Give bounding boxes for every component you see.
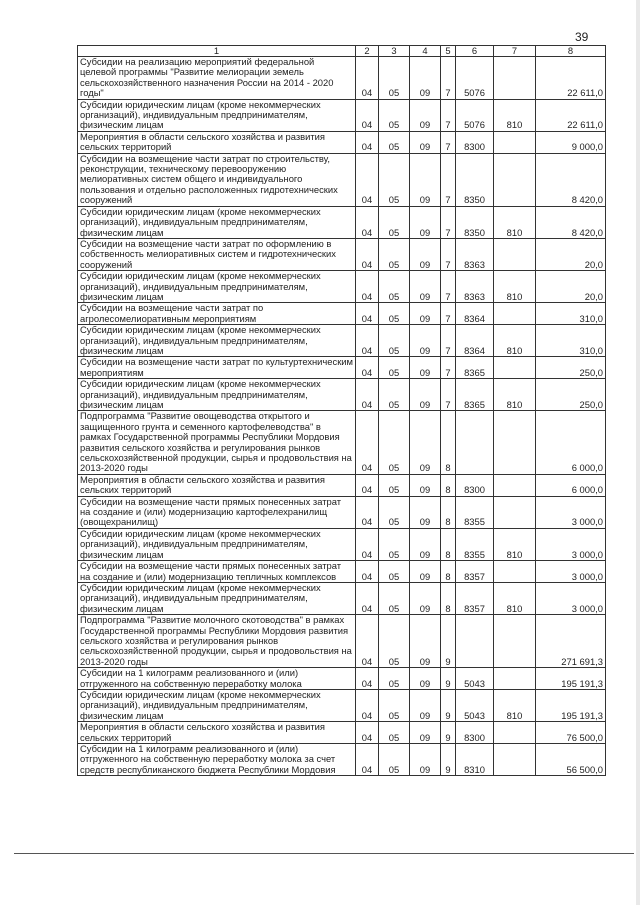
code-subprogram: 7 (441, 57, 456, 100)
row-amount: 56 500,0 (536, 744, 606, 776)
column-number-row (78, 46, 606, 57)
code-section: 04 (356, 153, 379, 206)
row-description: Подпрограмма "Развитие овощеводства открытого и защищенного грунта и семенного картофелеводства" в рамках Государственной программы Республики Мордовия развития сельского хозяйства и регулирования рынков сельскохозяйственной продукции, сырья и продовольствия на 2013-2020 годы (78, 411, 356, 474)
code-program: 09 (410, 411, 441, 474)
table-row (78, 357, 606, 379)
code-program: 09 (410, 303, 441, 325)
row-amount: 250,0 (536, 379, 606, 411)
code-subsection: 05 (379, 99, 410, 131)
column-number: 2 (356, 46, 379, 57)
code-expense-type (494, 722, 536, 744)
code-program: 09 (410, 582, 441, 614)
code-program: 09 (410, 325, 441, 357)
code-subprogram: 8 (441, 582, 456, 614)
code-section: 04 (356, 744, 379, 776)
row-amount: 20,0 (536, 271, 606, 303)
row-amount: 195 191,3 (536, 689, 606, 721)
table-row (78, 57, 606, 100)
table-row (78, 379, 606, 411)
code-expense-type (494, 153, 536, 206)
row-description: Мероприятия в области сельского хозяйства и развития сельских территорий (78, 131, 356, 153)
code-subsection: 05 (379, 271, 410, 303)
code-expense-type (494, 615, 536, 668)
row-description: Субсидии юридическим лицам (кроме некоммерческих организаций), индивидуальным предпринимателям, физическим лицам (78, 582, 356, 614)
code-section: 04 (356, 689, 379, 721)
row-amount: 3 000,0 (536, 561, 606, 583)
code-program: 09 (410, 668, 441, 690)
code-subprogram: 7 (441, 303, 456, 325)
row-amount: 9 000,0 (536, 131, 606, 153)
code-section: 04 (356, 582, 379, 614)
table-row (78, 615, 606, 668)
code-section: 04 (356, 474, 379, 496)
code-subsection: 05 (379, 689, 410, 721)
code-subprogram: 7 (441, 131, 456, 153)
code-subsection: 05 (379, 561, 410, 583)
code-subprogram: 7 (441, 325, 456, 357)
code-expense-type: 810 (494, 206, 536, 238)
table-row (78, 528, 606, 560)
row-description: Субсидии на возмещение части затрат по культуртехническим мероприятиям (78, 357, 356, 379)
code-subsection: 05 (379, 615, 410, 668)
row-amount: 76 500,0 (536, 722, 606, 744)
code-section: 04 (356, 357, 379, 379)
code-program: 09 (410, 722, 441, 744)
code-section: 04 (356, 496, 379, 528)
code-section: 04 (356, 668, 379, 690)
code-item: 8365 (456, 379, 494, 411)
code-item (456, 615, 494, 668)
code-item: 8350 (456, 153, 494, 206)
row-description: Субсидии юридическим лицам (кроме некоммерческих организаций), индивидуальным предпринимателям, физическим лицам (78, 206, 356, 238)
code-subprogram: 7 (441, 238, 456, 270)
table-row (78, 561, 606, 583)
page-number: 39 (575, 30, 589, 44)
code-expense-type: 810 (494, 271, 536, 303)
row-description: Подпрограмма "Развитие молочного скотоводства" в рамках Государственной программы Республики Мордовия развития сельского хозяйства и регулирования рынков сельскохозяйственной продукции, сырья и продовольствия на 2013-2020 годы (78, 615, 356, 668)
code-subprogram: 7 (441, 153, 456, 206)
code-subsection: 05 (379, 496, 410, 528)
code-program: 09 (410, 357, 441, 379)
code-section: 04 (356, 206, 379, 238)
code-section: 04 (356, 57, 379, 100)
table-row (78, 722, 606, 744)
code-item: 8300 (456, 474, 494, 496)
table-row (78, 496, 606, 528)
row-amount: 20,0 (536, 238, 606, 270)
code-expense-type (494, 303, 536, 325)
code-expense-type (494, 496, 536, 528)
code-item: 8363 (456, 238, 494, 270)
code-expense-type (494, 668, 536, 690)
budget-table (77, 45, 606, 776)
code-section: 04 (356, 303, 379, 325)
code-expense-type (494, 474, 536, 496)
row-description: Субсидии юридическим лицам (кроме некоммерческих организаций), индивидуальным предпринимателям, физическим лицам (78, 689, 356, 721)
code-program: 09 (410, 561, 441, 583)
code-subsection: 05 (379, 744, 410, 776)
column-number: 5 (441, 46, 456, 57)
code-subsection: 05 (379, 303, 410, 325)
row-amount: 310,0 (536, 303, 606, 325)
code-item: 8355 (456, 496, 494, 528)
code-program: 09 (410, 238, 441, 270)
row-description: Субсидии на реализацию мероприятий федеральной целевой программы "Развитие мелиорации земель сельскохозяйственного назначения России на 2014 - 2020 годы" (78, 57, 356, 100)
table-row (78, 303, 606, 325)
table-row (78, 668, 606, 690)
table-row (78, 744, 606, 776)
code-subprogram: 8 (441, 474, 456, 496)
code-program: 09 (410, 528, 441, 560)
code-item: 8364 (456, 325, 494, 357)
code-program: 09 (410, 131, 441, 153)
code-subprogram: 8 (441, 496, 456, 528)
code-program: 09 (410, 99, 441, 131)
code-program: 09 (410, 474, 441, 496)
code-expense-type (494, 357, 536, 379)
code-subprogram: 7 (441, 206, 456, 238)
table-row (78, 131, 606, 153)
code-subprogram: 9 (441, 668, 456, 690)
code-subsection: 05 (379, 411, 410, 474)
code-subsection: 05 (379, 131, 410, 153)
table-row (78, 153, 606, 206)
table-row (78, 271, 606, 303)
code-expense-type (494, 57, 536, 100)
row-amount: 22 611,0 (536, 99, 606, 131)
code-program: 09 (410, 744, 441, 776)
code-item: 8355 (456, 528, 494, 560)
code-subsection: 05 (379, 379, 410, 411)
row-description: Мероприятия в области сельского хозяйства и развития сельских территорий (78, 474, 356, 496)
code-section: 04 (356, 131, 379, 153)
column-number: 1 (78, 46, 356, 57)
code-subsection: 05 (379, 357, 410, 379)
table-row (78, 689, 606, 721)
row-amount: 3 000,0 (536, 582, 606, 614)
code-section: 04 (356, 379, 379, 411)
code-subprogram: 8 (441, 528, 456, 560)
row-amount: 271 691,3 (536, 615, 606, 668)
code-item (456, 411, 494, 474)
table-row (78, 474, 606, 496)
row-description: Субсидии юридическим лицам (кроме некоммерческих организаций), индивидуальным предпринимателям, физическим лицам (78, 99, 356, 131)
row-description: Субсидии на 1 килограмм реализованного и (или) отгруженного на собственную переработку молока (78, 668, 356, 690)
code-section: 04 (356, 411, 379, 474)
row-amount: 6 000,0 (536, 474, 606, 496)
code-subsection: 05 (379, 153, 410, 206)
row-description: Субсидии на 1 килограмм реализованного и (или) отгруженного на собственную переработку молока за счет средств республиканского бюджета Республики Мордовия (78, 744, 356, 776)
code-subsection: 05 (379, 325, 410, 357)
row-description: Субсидии юридическим лицам (кроме некоммерческих организаций), индивидуальным предпринимателям, физическим лицам (78, 271, 356, 303)
code-subprogram: 7 (441, 379, 456, 411)
table-row (78, 325, 606, 357)
code-item: 8357 (456, 561, 494, 583)
row-description: Субсидии юридическим лицам (кроме некоммерческих организаций), индивидуальным предпринимателям, физическим лицам (78, 325, 356, 357)
code-section: 04 (356, 528, 379, 560)
row-description: Субсидии юридическим лицам (кроме некоммерческих организаций), индивидуальным предпринимателям, физическим лицам (78, 528, 356, 560)
code-subsection: 05 (379, 528, 410, 560)
table-row (78, 582, 606, 614)
code-expense-type: 810 (494, 379, 536, 411)
code-expense-type: 810 (494, 689, 536, 721)
column-number: 6 (456, 46, 494, 57)
table-row (78, 206, 606, 238)
code-subsection: 05 (379, 668, 410, 690)
code-subprogram: 8 (441, 561, 456, 583)
code-subsection: 05 (379, 238, 410, 270)
code-expense-type: 810 (494, 528, 536, 560)
code-item: 8310 (456, 744, 494, 776)
row-description: Мероприятия в области сельского хозяйства и развития сельских территорий (78, 722, 356, 744)
code-subprogram: 7 (441, 357, 456, 379)
code-section: 04 (356, 271, 379, 303)
column-number: 3 (379, 46, 410, 57)
code-subprogram: 7 (441, 99, 456, 131)
code-subprogram: 9 (441, 615, 456, 668)
code-item: 8350 (456, 206, 494, 238)
code-expense-type: 810 (494, 325, 536, 357)
code-item: 5043 (456, 668, 494, 690)
row-amount: 310,0 (536, 325, 606, 357)
code-subprogram: 9 (441, 722, 456, 744)
code-expense-type: 810 (494, 582, 536, 614)
code-section: 04 (356, 238, 379, 270)
row-description: Субсидии на возмещение части затрат по строительству, реконструкции, техническому перевооружению мелиоративных систем общего и индивидуального пользования и отдельно расположенных гидротехнических сооружений (78, 153, 356, 206)
row-description: Субсидии юридическим лицам (кроме некоммерческих организаций), индивидуальным предпринимателям, физическим лицам (78, 379, 356, 411)
code-item: 8365 (456, 357, 494, 379)
code-program: 09 (410, 153, 441, 206)
code-item: 8300 (456, 722, 494, 744)
bottom-rule (14, 853, 634, 854)
row-amount: 8 420,0 (536, 153, 606, 206)
row-amount: 195 191,3 (536, 668, 606, 690)
code-section: 04 (356, 561, 379, 583)
column-number: 4 (410, 46, 441, 57)
column-number: 7 (494, 46, 536, 57)
code-section: 04 (356, 722, 379, 744)
code-subsection: 05 (379, 582, 410, 614)
code-subsection: 05 (379, 57, 410, 100)
code-program: 09 (410, 615, 441, 668)
code-program: 09 (410, 496, 441, 528)
code-subsection: 05 (379, 206, 410, 238)
code-program: 09 (410, 689, 441, 721)
code-item: 8363 (456, 271, 494, 303)
code-item: 5043 (456, 689, 494, 721)
code-expense-type (494, 744, 536, 776)
row-amount: 22 611,0 (536, 57, 606, 100)
code-expense-type (494, 238, 536, 270)
scan-edge (636, 0, 640, 905)
row-description: Субсидии на возмещение части затрат по агролесомелиоративным мероприятиям (78, 303, 356, 325)
code-section: 04 (356, 99, 379, 131)
code-item: 5076 (456, 99, 494, 131)
row-amount: 250,0 (536, 357, 606, 379)
table-row (78, 411, 606, 474)
row-amount: 3 000,0 (536, 496, 606, 528)
code-item: 8300 (456, 131, 494, 153)
table-row (78, 238, 606, 270)
row-amount: 6 000,0 (536, 411, 606, 474)
code-program: 09 (410, 379, 441, 411)
code-expense-type (494, 131, 536, 153)
code-section: 04 (356, 325, 379, 357)
code-subsection: 05 (379, 474, 410, 496)
code-program: 09 (410, 57, 441, 100)
table-row (78, 99, 606, 131)
row-amount: 3 000,0 (536, 528, 606, 560)
column-number: 8 (536, 46, 606, 57)
row-amount: 8 420,0 (536, 206, 606, 238)
code-item: 8364 (456, 303, 494, 325)
row-description: Субсидии на возмещение части затрат по оформлению в собственность мелиоративных систем и гидротехнических сооружений (78, 238, 356, 270)
code-section: 04 (356, 615, 379, 668)
code-subprogram: 8 (441, 411, 456, 474)
code-subprogram: 9 (441, 689, 456, 721)
row-description: Субсидии на возмещение части прямых понесенных затрат на создание и (или) модернизацию тепличных комплексов (78, 561, 356, 583)
code-expense-type: 810 (494, 99, 536, 131)
code-subprogram: 9 (441, 744, 456, 776)
code-program: 09 (410, 271, 441, 303)
code-subprogram: 7 (441, 271, 456, 303)
code-expense-type (494, 561, 536, 583)
code-item: 8357 (456, 582, 494, 614)
code-subsection: 05 (379, 722, 410, 744)
code-program: 09 (410, 206, 441, 238)
code-expense-type (494, 411, 536, 474)
code-item: 5076 (456, 57, 494, 100)
row-description: Субсидии на возмещение части прямых понесенных затрат на создание и (или) модернизацию картофелехранилищ (овощехранилищ) (78, 496, 356, 528)
